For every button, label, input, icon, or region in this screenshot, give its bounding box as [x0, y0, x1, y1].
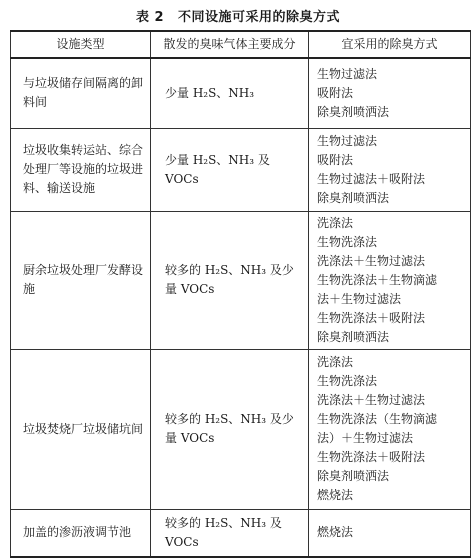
- method-item: 生物洗涤法（生物滴滤: [317, 412, 438, 426]
- method-item: 生物过滤法: [317, 66, 378, 81]
- method-item: 洗涤法: [317, 355, 354, 369]
- method-item: 法）＋生物过滤法: [317, 431, 414, 445]
- deodorization-table: [10, 30, 471, 558]
- methods-cell: [309, 349, 471, 509]
- header-deodorization-methods: 宜采用的除臭方式: [309, 31, 471, 58]
- method-item: 吸附法: [317, 85, 354, 100]
- method-item: 除臭剂喷洒法: [317, 329, 390, 344]
- method-item: 吸附法: [317, 152, 354, 167]
- table-caption: 不同设施可采用的除臭方式: [178, 10, 341, 25]
- table-row: [11, 128, 471, 211]
- methods-cell: [309, 128, 471, 211]
- header-gas-components: 散发的臭味气体主要成分: [151, 31, 309, 58]
- gas-cell: 少量 H₂S、NH₃: [151, 58, 309, 128]
- method-item: 除臭剂喷洒法: [317, 190, 390, 205]
- table-row: [11, 349, 471, 509]
- method-item: 生物洗涤法＋生物滴滤: [317, 272, 438, 287]
- table-title: [0, 6, 476, 25]
- methods-cell: [309, 509, 471, 557]
- method-item: 燃烧法: [317, 488, 354, 502]
- header-facility-type: 设施类型: [11, 31, 151, 58]
- method-item: 生物洗涤法＋吸附法: [317, 450, 426, 464]
- table-number: 表 2: [135, 10, 165, 25]
- method-item: 除臭剂喷洒法: [317, 469, 390, 483]
- method-item: 生物过滤法: [317, 133, 378, 148]
- method-item: 生物洗涤法: [317, 374, 378, 388]
- gas-cell: 少量 H₂S、NH₃ 及 VOCs: [151, 128, 309, 211]
- table-row: [11, 509, 471, 557]
- facility-cell: 垃圾焚烧厂垃圾储坑间: [11, 349, 151, 509]
- table-row: [11, 211, 471, 349]
- facility-cell: 与垃圾储存间隔离的卸料间: [11, 58, 151, 128]
- method-item: 法＋生物过滤法: [317, 291, 402, 306]
- facility-cell: 垃圾收集转运站、综合处理厂等设施的垃圾进料、输送设施: [11, 128, 151, 211]
- methods-cell: [309, 211, 471, 349]
- gas-cell: 较多的 H₂S、NH₃ 及 VOCs: [151, 509, 309, 557]
- method-item: 除臭剂喷洒法: [317, 104, 390, 119]
- method-item: 生物过滤法＋吸附法: [317, 171, 426, 186]
- methods-cell: [309, 58, 471, 128]
- gas-cell: 较多的 H₂S、NH₃ 及少量 VOCs: [151, 349, 309, 509]
- facility-cell: 厨余垃圾处理厂发酵设施: [11, 211, 151, 349]
- table-row: [11, 58, 471, 128]
- method-item: 洗涤法＋生物过滤法: [317, 253, 426, 268]
- header-row: [11, 31, 471, 58]
- facility-cell: 加盖的渗沥液调节池: [11, 509, 151, 557]
- method-item: 燃烧法: [317, 525, 354, 540]
- gas-cell: 较多的 H₂S、NH₃ 及少量 VOCs: [151, 211, 309, 349]
- method-item: 洗涤法: [317, 215, 354, 230]
- method-item: 生物洗涤法＋吸附法: [317, 310, 426, 325]
- method-item: 生物洗涤法: [317, 234, 378, 249]
- method-item: 洗涤法＋生物过滤法: [317, 393, 426, 407]
